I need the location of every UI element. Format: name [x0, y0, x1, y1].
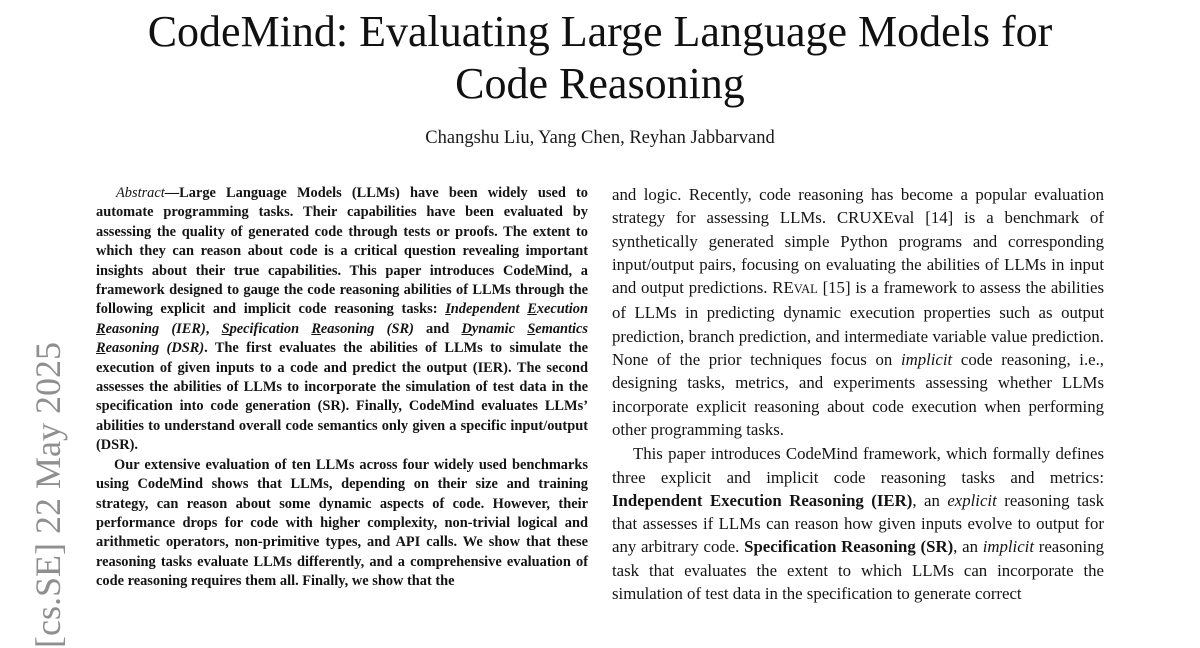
intro-text-2b: , an [912, 490, 948, 510]
dsr-letter-r: R [96, 340, 106, 357]
ier-part-3: easoning (IER) [105, 320, 206, 337]
abstract-paragraph-2: Our extensive evaluation of ten LLMs across four widely used benchmarks using CodeMind shows that LLMs, depending on their size and training strategy, can reason about some dynamic aspects of code. However, their performance drops for code with higher complexity, non-trivial logical and arithmetic operators, non-primitive types, and API calls. We show that these reasoning tasks evaluate LLMs differently, and a comprehensive evaluation of code reasoning requires them all. Finally, we show that the [96, 456, 588, 590]
intro-text-2c: reasoning task that assesses if LLMs can reason how given inputs evolve to output for any arbitrary code. [612, 490, 1104, 557]
ier-letter-i: I [445, 301, 451, 318]
abstract-sep-1: , [205, 320, 222, 337]
dsr-letter-d: D [461, 320, 472, 337]
intro-text-1b: [15] is a framework to assess the abilities of LLMs in predicting dynamic execution properties such as output prediction, branch prediction, and intermediate variable value prediction. None of the prior techniques focus on [612, 278, 1105, 370]
ier-part-2: xecution [536, 301, 588, 318]
abstract-label: Abstract [116, 185, 165, 201]
intro-text-1a: and logic. Recently, code reasoning has become a popular evaluation strategy for assessing LLMs. CRUXEval [14] is a benchmark of synthetically generated simple Python programs and corresponding input/output pairs, focusing on evaluating the abilities of LLMs in input and output predictions. [612, 185, 1104, 298]
abstract-text-1b: . The first evaluates the abilities of LLMs to simulate the execution of given inputs to a code and predict the output (IER). The second assesses the abilities of LLMs to incorporate the simulation of test data in the specification into code generation (SR). Finally, CodeMind evaluates LLMs’ abilities to understand overall code semantics only given a specific input/output (DSR). [96, 340, 588, 454]
intro-paragraph-2 [612, 442, 1104, 605]
ier-letter-e: E [527, 301, 537, 318]
ier-letter-r: R [96, 320, 106, 337]
dsr-letter-s: S [527, 320, 536, 337]
sr-letter-s: S [221, 320, 230, 337]
paper-title-line-2: Code Reasoning [455, 59, 745, 108]
intro-implicit-2: implicit [982, 537, 1034, 557]
reval-caps: RE [772, 278, 794, 298]
intro-text-1c: code reasoning, i.e., designing tasks, metrics, and experiments assessing whether LLMs incorporate explicit reasoning about code execution when performing other programming tasks. [612, 350, 1104, 439]
reval-name [772, 278, 818, 297]
intro-ier-bold: Independent Execution Reasoning (IER) [612, 490, 913, 510]
paper-title-line-1: CodeMind: Evaluating Large Language Models for [147, 7, 1053, 56]
intro-sr-bold: Specification Reasoning (SR) [744, 537, 954, 557]
dsr-part-1: ynamic [471, 320, 528, 337]
sr-part-2: easoning (SR) [320, 320, 414, 337]
abstract-text-1a: Large Language Models (LLMs) have been widely used to automate programming tasks. Their capabilities have been evaluated by assessing the quality of generated code through tests or proofs. The extent to which they can reason about code is a critical question revealing important insights about their true capabilities. This paper introduces CodeMind, a framework designed to gauge the code reasoning abilities of LLMs through the following explicit and implicit code reasoning tasks: [96, 185, 588, 318]
abstract-dash: — [164, 185, 180, 201]
author-list: Changshu Liu, Yang Chen, Reyhan Jabbarvand [425, 128, 775, 148]
arxiv-side-stamp: [cs.SE] 22 May 2025 [28, 342, 68, 648]
intro-text-2d: , an [953, 537, 983, 557]
intro-paragraph-1 [612, 183, 1104, 441]
intro-explicit: explicit [947, 490, 997, 510]
abstract-sep-2: and [413, 320, 462, 337]
introduction-column [612, 183, 1104, 605]
title-block [0, 6, 1200, 110]
intro-implicit-1: implicit [900, 350, 953, 370]
abstract [96, 184, 588, 592]
dsr-part-2: emantics [535, 320, 588, 337]
ier-part-1: ndependent [450, 301, 528, 318]
task-sr-name [222, 321, 414, 337]
abstract-paragraph-1 [96, 184, 588, 456]
reval-small-caps: VAL [793, 282, 818, 297]
sr-letter-r: R [311, 320, 321, 337]
intro-text-2a: This paper introduces CodeMind framework, which formally defines three explicit and implicit code reasoning tasks and metrics: [612, 444, 1104, 487]
sr-part-1: pecification [229, 320, 312, 337]
intro-text-2e: reasoning task that evaluates the extent to which LLMs can incorporate the simulation of test data in the specification to generate correct [612, 537, 1104, 604]
dsr-part-3: easoning (DSR) [105, 340, 205, 357]
